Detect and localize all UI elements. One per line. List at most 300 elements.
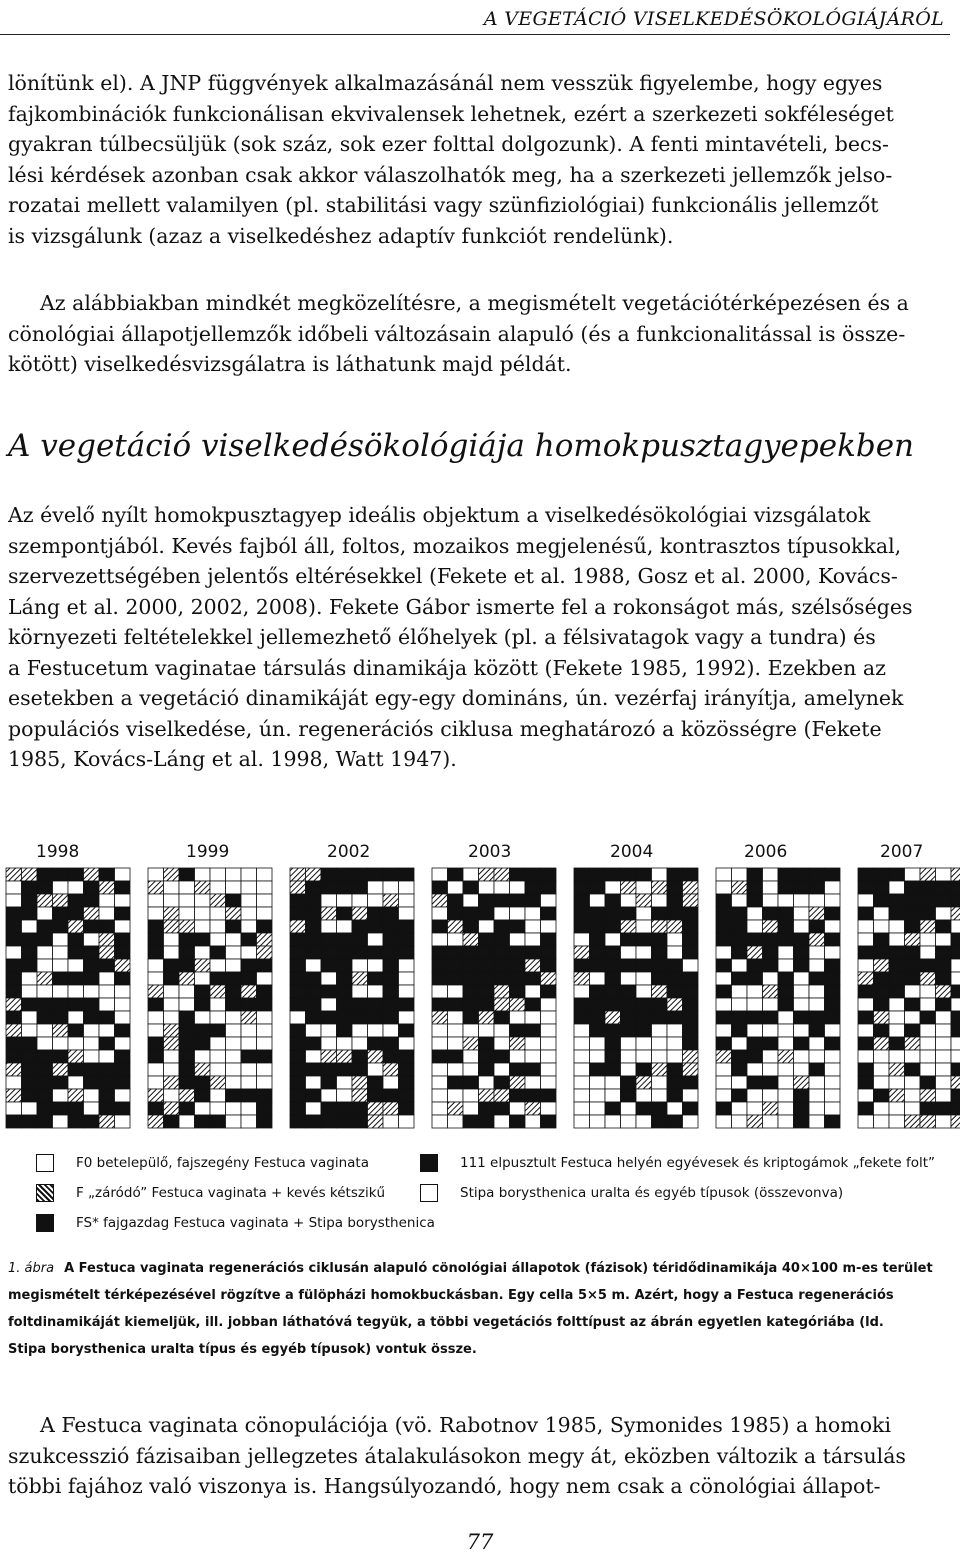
map-cell	[874, 1050, 890, 1063]
map-cell	[621, 972, 637, 985]
map-cell	[241, 881, 257, 894]
map-cell	[257, 1115, 273, 1128]
map-cell	[652, 1089, 668, 1102]
text-line: is vizsgálunk (azaz a viselkedéshez adaptív funkciót rendelünk).	[8, 223, 674, 248]
map-cell	[99, 1102, 115, 1115]
map-cell	[368, 868, 384, 881]
map-cell	[368, 920, 384, 933]
map-cell	[337, 1037, 353, 1050]
map-cell	[494, 1089, 510, 1102]
map-cell	[195, 1037, 211, 1050]
map-cell	[510, 972, 526, 985]
map-cell	[794, 907, 810, 920]
map-cell	[68, 1024, 84, 1037]
map-cell	[920, 933, 936, 946]
map-cell	[479, 998, 495, 1011]
map-cell	[747, 907, 763, 920]
map-cell	[53, 1011, 69, 1024]
map-cell	[226, 907, 242, 920]
map-cell	[920, 920, 936, 933]
map-cell	[399, 946, 415, 959]
map-cell	[448, 998, 464, 1011]
map-cell	[905, 894, 921, 907]
map-cell	[37, 881, 53, 894]
map-cell	[510, 1115, 526, 1128]
map-cell	[889, 1089, 905, 1102]
map-cell	[99, 1011, 115, 1024]
map-cell	[858, 1089, 874, 1102]
map-cell	[115, 1115, 131, 1128]
map-cell	[525, 1102, 541, 1115]
map-cell	[84, 1076, 100, 1089]
map-cell	[432, 1115, 448, 1128]
map-cell	[164, 868, 180, 881]
map-cell	[210, 972, 226, 985]
map-cell	[84, 907, 100, 920]
map-cell	[99, 959, 115, 972]
map-cell	[574, 894, 590, 907]
map-cell	[636, 881, 652, 894]
map-cell	[590, 907, 606, 920]
map-cell	[510, 881, 526, 894]
map-cell	[257, 1050, 273, 1063]
map-cell	[179, 1050, 195, 1063]
map-cell	[716, 946, 732, 959]
map-cell	[920, 868, 936, 881]
map-cell	[448, 868, 464, 881]
map-cell	[352, 1076, 368, 1089]
map-cell	[448, 1037, 464, 1050]
map-cell	[494, 907, 510, 920]
map-cell	[53, 868, 69, 881]
map-cell	[574, 933, 590, 946]
map-cell	[241, 972, 257, 985]
map-cell	[22, 946, 38, 959]
map-cell	[621, 1115, 637, 1128]
map-cell	[179, 1076, 195, 1089]
map-cell	[195, 894, 211, 907]
map-cell	[306, 998, 322, 1011]
map-cell	[905, 1024, 921, 1037]
map-cell	[747, 933, 763, 946]
map-cell	[84, 1024, 100, 1037]
map-cell	[84, 1115, 100, 1128]
map-cell	[858, 946, 874, 959]
map-cell	[683, 1102, 699, 1115]
map-cell	[652, 998, 668, 1011]
map-cell	[479, 959, 495, 972]
map-cell	[179, 1024, 195, 1037]
section-paragraph	[8, 500, 952, 775]
map-cell	[84, 1089, 100, 1102]
map-cell	[195, 1024, 211, 1037]
map-cell	[510, 1011, 526, 1024]
map-cell	[84, 985, 100, 998]
map-cell	[84, 933, 100, 946]
map-cell	[605, 1024, 621, 1037]
map-cell	[574, 1115, 590, 1128]
map-cell	[621, 894, 637, 907]
map-cell	[352, 868, 368, 881]
map-cell	[683, 1089, 699, 1102]
map-cell	[463, 894, 479, 907]
map-cell	[636, 998, 652, 1011]
map-cell	[337, 1063, 353, 1076]
map-cell	[399, 881, 415, 894]
map-cell	[605, 1050, 621, 1063]
map-cell	[889, 1063, 905, 1076]
map-cell	[590, 933, 606, 946]
map-cell	[574, 998, 590, 1011]
map-cell	[68, 907, 84, 920]
map-cell	[210, 1115, 226, 1128]
map-cell	[809, 933, 825, 946]
map-cell	[148, 1076, 164, 1089]
map-cell	[210, 920, 226, 933]
map-cell	[241, 920, 257, 933]
map-cell	[763, 1089, 779, 1102]
map-cell	[6, 894, 22, 907]
map-cell	[636, 894, 652, 907]
map-cell	[383, 972, 399, 985]
map-cell	[747, 1115, 763, 1128]
map-cell	[257, 868, 273, 881]
map-cell	[241, 959, 257, 972]
map-cell	[951, 1050, 960, 1063]
text-line: Az alábbiakban mindkét megközelítésre, a megismételt vegetációtérképezésen és a	[40, 291, 909, 315]
map-cell	[858, 920, 874, 933]
map-cell	[905, 998, 921, 1011]
map-cell	[621, 881, 637, 894]
map-cell	[905, 1037, 921, 1050]
map-cell	[241, 894, 257, 907]
map-cell	[732, 894, 748, 907]
map-cell	[905, 907, 921, 920]
text-line: fajkombinációk funkcionálisan ekvivalensek lehetnek, ezért a szerkezeti sokféleséget	[8, 101, 894, 126]
map-cell	[716, 959, 732, 972]
map-cell	[621, 920, 637, 933]
map-cell	[290, 959, 306, 972]
map-cell	[6, 881, 22, 894]
map-cell	[936, 1011, 952, 1024]
map-cell	[6, 1102, 22, 1115]
map-cell	[383, 1011, 399, 1024]
map-cell	[226, 1102, 242, 1115]
map-cell	[732, 1076, 748, 1089]
map-cell	[809, 1050, 825, 1063]
map-cell	[432, 907, 448, 920]
map-cell	[432, 1063, 448, 1076]
map-cell	[6, 868, 22, 881]
map-cell	[605, 933, 621, 946]
map-cell	[652, 1076, 668, 1089]
map-cell	[383, 1076, 399, 1089]
map-cell	[241, 1076, 257, 1089]
map-cell	[290, 985, 306, 998]
legend-item-f0	[36, 1154, 369, 1172]
text-line: szervezettségében jelentős eltérésekkel (Fekete et al. 1988, Gosz et al. 2000, Kovács-	[8, 564, 898, 588]
map-cell	[621, 933, 637, 946]
map-cell	[889, 1024, 905, 1037]
map-cell	[290, 972, 306, 985]
map-cell	[53, 907, 69, 920]
map-cell	[636, 972, 652, 985]
map-cell	[590, 1037, 606, 1050]
map-cell	[747, 998, 763, 1011]
map-cell	[809, 907, 825, 920]
map-cell	[809, 972, 825, 985]
map-cell	[448, 1063, 464, 1076]
text-line: Az évelő nyílt homokpusztagyep ideális objektum a viselkedésökológiai vizsgálatok	[8, 503, 871, 527]
vegetation-map-figure	[0, 866, 960, 1131]
map-cell	[463, 933, 479, 946]
map-cell	[6, 933, 22, 946]
map-cell	[858, 985, 874, 998]
map-cell	[667, 1037, 683, 1050]
map-cell	[747, 1050, 763, 1063]
map-cell	[210, 933, 226, 946]
map-cell	[936, 1063, 952, 1076]
map-cell	[352, 1011, 368, 1024]
map-cell	[84, 972, 100, 985]
map-cell	[164, 959, 180, 972]
map-cell	[889, 1115, 905, 1128]
map-cell	[621, 959, 637, 972]
map-cell	[778, 1063, 794, 1076]
map-cell	[148, 933, 164, 946]
map-cell	[22, 933, 38, 946]
map-cell	[889, 933, 905, 946]
map-cell	[84, 1011, 100, 1024]
map-cell	[667, 920, 683, 933]
map-cell	[763, 1011, 779, 1024]
map-cell	[936, 959, 952, 972]
map-cell	[432, 1011, 448, 1024]
map-cell	[179, 972, 195, 985]
map-cell	[905, 933, 921, 946]
map-cell	[920, 959, 936, 972]
year-label: 1999	[186, 842, 230, 862]
map-cell	[352, 1024, 368, 1037]
map-cell	[636, 1076, 652, 1089]
map-cell	[164, 1115, 180, 1128]
map-cell	[936, 1115, 952, 1128]
map-cell	[37, 894, 53, 907]
map-cell	[636, 1037, 652, 1050]
map-cell	[763, 881, 779, 894]
page-number: 77	[466, 1530, 494, 1554]
map-cell	[352, 959, 368, 972]
map-cell	[99, 894, 115, 907]
map-cell	[905, 920, 921, 933]
map-cell	[763, 998, 779, 1011]
map-cell	[936, 1102, 952, 1115]
text-line: többi fajához való viszonya is. Hangsúlyozandó, hogy nem csak a cönológiai állapot-	[8, 1474, 881, 1498]
map-cell	[337, 1102, 353, 1115]
map-cell	[164, 1076, 180, 1089]
map-cell	[825, 1102, 841, 1115]
map-cell	[667, 1115, 683, 1128]
map-cell	[290, 1089, 306, 1102]
map-cell	[68, 985, 84, 998]
map-cell	[306, 920, 322, 933]
map-cell	[68, 868, 84, 881]
map-cell	[463, 1011, 479, 1024]
map-cell	[290, 1037, 306, 1050]
map-cell	[858, 1102, 874, 1115]
map-cell	[510, 1024, 526, 1037]
map-cell	[525, 1115, 541, 1128]
map-cell	[99, 1037, 115, 1050]
map-cell	[636, 1024, 652, 1037]
map-cell	[636, 1115, 652, 1128]
legend-label: 111 elpusztult Festuca helyén egyévesek és kriptogámok „fekete folt”	[460, 1155, 936, 1171]
map-cell	[115, 1102, 131, 1115]
map-cell	[683, 946, 699, 959]
map-cell	[383, 907, 399, 920]
map-cell	[148, 1050, 164, 1063]
map-cell	[226, 1050, 242, 1063]
map-cell	[448, 985, 464, 998]
map-cell	[115, 907, 131, 920]
map-cell	[494, 985, 510, 998]
vegetation-map-grid	[858, 868, 960, 1128]
map-cell	[432, 972, 448, 985]
map-cell	[148, 907, 164, 920]
map-cell	[226, 985, 242, 998]
map-cell	[636, 959, 652, 972]
map-cell	[164, 881, 180, 894]
map-cell	[636, 907, 652, 920]
map-cell	[337, 920, 353, 933]
map-cell	[747, 1076, 763, 1089]
map-cell	[210, 985, 226, 998]
caption-line: A Festuca vaginata regenerációs ciklusán alapuló cönológiai állapotok (fázisok) téridődinamikája 40×100 m-es terület	[64, 1261, 933, 1276]
map-cell	[148, 868, 164, 881]
map-cell	[778, 881, 794, 894]
map-cell	[510, 998, 526, 1011]
map-cell	[383, 946, 399, 959]
map-cell	[574, 868, 590, 881]
map-cell	[241, 1011, 257, 1024]
map-cell	[337, 868, 353, 881]
map-cell	[889, 998, 905, 1011]
map-cell	[794, 868, 810, 881]
map-cell	[368, 881, 384, 894]
map-cell	[905, 972, 921, 985]
map-cell	[383, 1115, 399, 1128]
map-cell	[368, 1011, 384, 1024]
map-cell	[53, 972, 69, 985]
map-cell	[936, 1024, 952, 1037]
map-cell	[210, 1089, 226, 1102]
map-cell	[84, 1063, 100, 1076]
map-cell	[22, 920, 38, 933]
map-cell	[37, 1076, 53, 1089]
map-cell	[164, 1024, 180, 1037]
map-cell	[84, 868, 100, 881]
year-label: 2003	[468, 842, 512, 862]
map-cell	[352, 894, 368, 907]
map-cell	[383, 985, 399, 998]
map-cell	[368, 959, 384, 972]
map-cell	[241, 868, 257, 881]
map-cell	[636, 1102, 652, 1115]
legend-swatch-white	[420, 1184, 438, 1202]
map-cell	[778, 920, 794, 933]
vegetation-map-grid	[148, 868, 272, 1128]
map-cell	[383, 1063, 399, 1076]
map-cell	[494, 1037, 510, 1050]
map-cell	[747, 1037, 763, 1050]
map-cell	[763, 920, 779, 933]
map-cell	[574, 1076, 590, 1089]
map-cell	[148, 972, 164, 985]
map-cell	[448, 946, 464, 959]
map-cell	[337, 998, 353, 1011]
map-cell	[479, 1037, 495, 1050]
map-cell	[920, 907, 936, 920]
map-cell	[936, 920, 952, 933]
map-cell	[68, 894, 84, 907]
map-cell	[463, 881, 479, 894]
map-cell	[541, 1102, 557, 1115]
map-cell	[479, 868, 495, 881]
map-cell	[716, 907, 732, 920]
map-cell	[763, 1050, 779, 1063]
map-cell	[667, 972, 683, 985]
map-cell	[448, 1076, 464, 1089]
map-cell	[68, 933, 84, 946]
map-cell	[732, 881, 748, 894]
map-cell	[6, 1089, 22, 1102]
map-cell	[747, 920, 763, 933]
map-cell	[525, 1076, 541, 1089]
map-cell	[494, 1011, 510, 1024]
map-cell	[905, 1102, 921, 1115]
map-cell	[321, 907, 337, 920]
map-cell	[763, 985, 779, 998]
map-cell	[241, 998, 257, 1011]
map-cell	[605, 985, 621, 998]
map-cell	[115, 1011, 131, 1024]
map-cell	[652, 985, 668, 998]
map-cell	[825, 985, 841, 998]
map-cell	[479, 881, 495, 894]
map-cell	[68, 1102, 84, 1115]
map-cell	[683, 920, 699, 933]
map-cell	[778, 907, 794, 920]
map-cell	[99, 985, 115, 998]
map-cell	[6, 1063, 22, 1076]
map-cell	[636, 985, 652, 998]
map-cell	[920, 985, 936, 998]
map-cell	[22, 1011, 38, 1024]
map-cell	[115, 998, 131, 1011]
map-cell	[463, 1037, 479, 1050]
map-cell	[716, 1063, 732, 1076]
map-cell	[825, 1024, 841, 1037]
map-cell	[590, 920, 606, 933]
map-cell	[951, 933, 960, 946]
caption-line: megismételt térképezésével rögzítve a fülöpházi homokbuckásban. Egy cella 5×5 m. Azért, hogy a Festuca regenerációs	[8, 1288, 894, 1303]
map-cell	[352, 933, 368, 946]
map-cell	[590, 1063, 606, 1076]
map-cell	[494, 1063, 510, 1076]
map-cell	[667, 1011, 683, 1024]
map-cell	[179, 959, 195, 972]
map-cell	[621, 1076, 637, 1089]
